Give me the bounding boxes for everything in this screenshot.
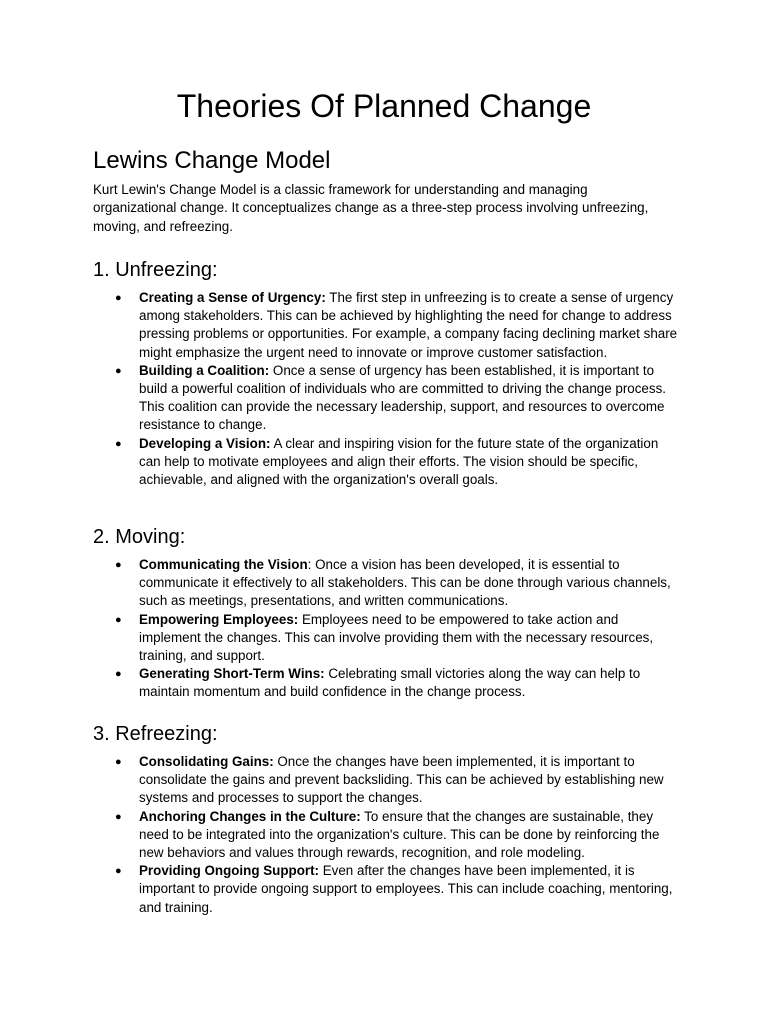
item-text: The first step in unfreezing is to create a sense of urgency among stakeholders. This can be achieved by highlighting the need for change to address pressing problems or opportunities. For example, a company facing declining market share might emphasize the urgent need to innovate or improve customer satisfaction. (139, 290, 678, 360)
list-item (93, 435, 683, 490)
item-term: Building a Coalition: (139, 362, 270, 378)
unfreezing-list (93, 289, 683, 489)
model-heading: Lewins Change Model (93, 147, 331, 174)
list-item (93, 665, 683, 701)
item-text: Once a sense of urgency has been established, it is important to build a powerful coalition of individuals who are committed to driving the change process. This coalition can provide the necessary leadership, support, and resources to overcome resistance to change. (139, 362, 666, 433)
item-term: Creating a Sense of Urgency: (139, 290, 326, 305)
bullet-icon: ● (115, 292, 122, 304)
section-heading-moving: 2. Moving: (93, 526, 186, 548)
bullet-icon: ● (115, 437, 122, 450)
refreezing-list (93, 753, 683, 917)
list-item (93, 289, 683, 362)
item-term: Consolidating Gains: (139, 754, 274, 769)
list-item (93, 362, 683, 435)
item-text: Employees need to be empowered to take action and implement the changes. This can involve providing them with the necessary resources, training, and support. (139, 611, 654, 664)
list-item (93, 611, 683, 666)
section-heading-unfreezing: 1. Unfreezing: (93, 259, 218, 281)
item-text: Even after the changes have been implemented, it is important to provide ongoing support to employees. This can include coaching, mentoring, and training. (139, 863, 673, 915)
bullet-icon: ● (115, 559, 122, 571)
item-term: Generating Short-Term Wins: (139, 666, 325, 682)
item-term: Anchoring Changes in the Culture: (139, 808, 361, 824)
intro-paragraph: Kurt Lewin's Change Model is a classic framework for understanding and managing organizational change. It conceptualizes change as a three-step process involving unfreezing, moving, and refreezing. (93, 182, 649, 234)
list-item (93, 753, 683, 808)
item-text: : Once a vision has been developed, it is essential to communicate it effectively to all stakeholders. This can be done through various channels, such as meetings, presentations, and written communications. (139, 557, 671, 609)
item-term: Communicating the Vision (139, 557, 308, 572)
bullet-icon: ● (115, 613, 122, 626)
list-item (93, 808, 683, 863)
list-item (93, 556, 683, 611)
item-text: To ensure that the changes are sustainable, they need to be integrated into the organization's culture. This can be done by reinforcing the new behaviors and values through rewards, recognition, and role modeling. (139, 808, 660, 861)
item-term: Empowering Employees: (139, 611, 299, 627)
item-text: Celebrating small victories along the way can help to maintain momentum and build confidence in the change process. (139, 666, 641, 700)
bullet-icon: ● (115, 810, 122, 823)
item-text: Once the changes have been implemented, it is important to consolidate the gains and prevent backsliding. This can be achieved by establishing new systems and processes to support the changes. (139, 754, 664, 806)
bullet-icon: ● (115, 668, 122, 681)
item-text: A clear and inspiring vision for the future state of the organization can help to motivate employees and align their efforts. The vision should be specific, achievable, and aligned with the organization's overall goals. (139, 435, 659, 488)
item-term: Providing Ongoing Support: (139, 863, 320, 879)
bullet-icon: ● (115, 364, 122, 377)
bullet-icon: ● (115, 865, 122, 878)
moving-list (93, 556, 683, 702)
document-title: Theories Of Planned Change (176, 88, 592, 124)
list-item (93, 862, 683, 917)
section-heading-refreezing: 3. Refreezing: (93, 723, 218, 745)
bullet-icon: ● (115, 756, 122, 768)
item-term: Developing a Vision: (139, 435, 271, 451)
